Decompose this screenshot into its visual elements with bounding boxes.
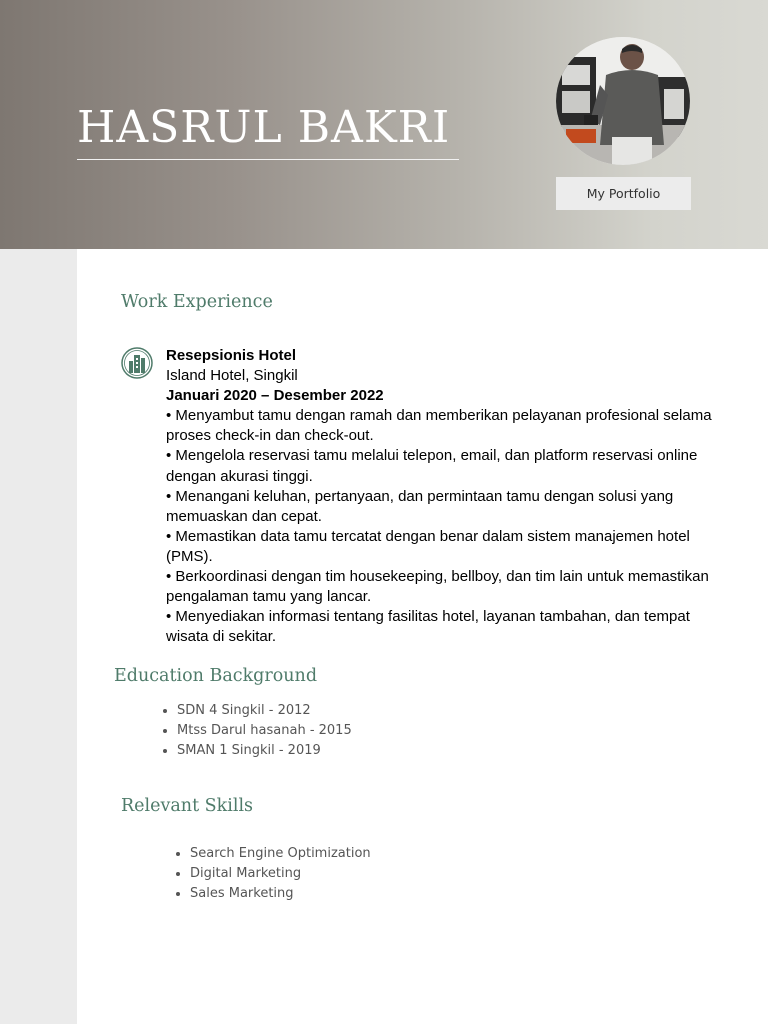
job-period: Januari 2020 – Desember 2022	[166, 387, 384, 405]
education-item: • SMAN 1 Singkil - 2019	[177, 741, 352, 761]
job-responsibilities: • Menyambut tamu dengan ramah dan memberikan pelayanan profesional selama proses check-in dan check-out. • Mengelola reservasi tamu melalui telepon, email, dan platform reservasi online dengan akurasi tinggi. • Menangani keluhan, pertanyaan, dan permintaan tamu dengan solusi yang memuaskan dan cepat. • Memastikan data tamu tercatat dengan benar dalam sistem manajemen hotel (PMS). • Berkoordinasi dengan tim housekeeping, bellboy, dan tim lain untuk memastikan pengalaman tamu yang lancar. • Menyediakan informasi tentang fasilitas hotel, layanan tambahan, dan tempat wisata di sekitar.	[166, 407, 712, 646]
header-banner	[0, 0, 768, 249]
skill-item: • Search Engine Optimization	[190, 844, 371, 864]
job-entry	[166, 346, 726, 647]
profile-photo-image	[556, 37, 690, 165]
left-sidebar-strip	[0, 249, 77, 1024]
person-name: HASRUL BAKRI	[77, 102, 451, 153]
portfolio-button[interactable]: My Portfolio	[556, 177, 691, 210]
education-heading: Education Background	[114, 666, 318, 686]
building-icon	[121, 347, 153, 379]
skill-item: • Digital Marketing	[190, 864, 371, 884]
work-experience-heading: Work Experience	[121, 292, 273, 312]
job-title: Resepsionis Hotel	[166, 347, 297, 364]
profile-photo	[556, 37, 690, 165]
skills-list	[167, 844, 371, 904]
job-company: Island Hotel, Singkil	[166, 367, 298, 385]
education-item: • SDN 4 Singkil - 2012	[177, 701, 352, 721]
education-item: • Mtss Darul hasanah - 2015	[177, 721, 352, 741]
skill-item: • Sales Marketing	[190, 884, 371, 904]
name-underline	[77, 159, 459, 160]
skills-heading: Relevant Skills	[121, 796, 254, 816]
education-list	[154, 701, 352, 761]
